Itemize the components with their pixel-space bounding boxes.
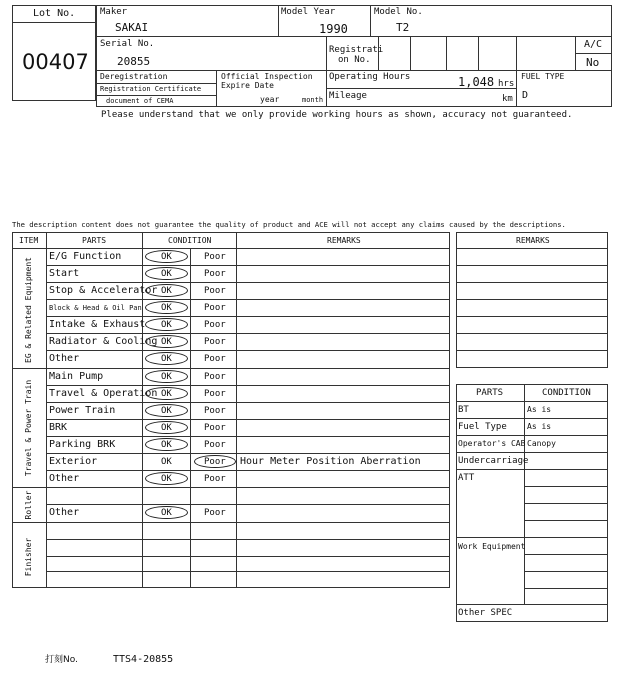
maker-value: SAKAI	[115, 21, 149, 34]
maker-label: Maker	[100, 7, 128, 17]
ok-option: OK	[161, 354, 172, 364]
ok-circle-mark	[145, 370, 188, 383]
operating-hours-value: 1,048	[458, 75, 495, 89]
work-equipment-label: Work Equipment	[458, 542, 526, 551]
ok-option: OK	[161, 269, 172, 279]
ok-circle-mark	[145, 421, 188, 434]
poor-option: Poor	[204, 354, 226, 364]
ok-circle-mark	[145, 404, 188, 417]
right-condition-value: Canopy	[527, 439, 556, 448]
registration-no-label-1: Registrati	[329, 45, 384, 55]
ok-option: OK	[161, 406, 172, 416]
operating-hours-label: Operating Hours	[329, 72, 411, 82]
right-part-name: Fuel Type	[458, 422, 507, 432]
ok-option: OK	[161, 440, 172, 450]
right-parts-header: PARTS	[476, 388, 504, 398]
poor-option: Poor	[204, 474, 226, 484]
ac-value: No	[586, 56, 600, 69]
part-name: Intake & Exhaust	[49, 319, 146, 330]
part-name: Radiator & Cooling	[49, 336, 158, 347]
poor-option: Poor	[204, 372, 226, 382]
ok-circle-mark	[145, 250, 188, 263]
model-year-label: Model Year	[281, 7, 336, 17]
model-no-value: T2	[396, 21, 410, 34]
poor-option: Poor	[204, 389, 226, 399]
registration-no-label-2: on No.	[338, 55, 371, 65]
ok-circle-mark	[145, 352, 188, 365]
item-header: ITEM	[19, 236, 39, 245]
ok-option: OK	[161, 337, 172, 347]
poor-option: Poor	[204, 423, 226, 433]
condition-header: CONDITION	[168, 236, 212, 245]
poor-option: Poor	[204, 406, 226, 416]
ok-option: OK	[161, 474, 172, 484]
right-part-name: ATT	[458, 473, 475, 483]
ok-option: OK	[161, 252, 172, 262]
ok-circle-mark	[145, 438, 188, 451]
model-no-label: Model No.	[374, 7, 423, 17]
km-label: km	[502, 94, 513, 104]
ok-circle-mark	[145, 267, 188, 280]
ok-option: OK	[161, 320, 172, 330]
poor-option: Poor	[204, 440, 226, 450]
poor-circle-mark	[194, 455, 236, 468]
cema-label: document of CEMA	[106, 97, 174, 105]
part-name: Main Pump	[49, 371, 104, 382]
lot-no-label: Lot No.	[33, 8, 76, 19]
part-name: Other	[49, 473, 80, 484]
poor-option: Poor	[204, 457, 226, 467]
part-name: Stop & Accelerator	[49, 285, 158, 296]
registration-certificate-label: Registration Certificate	[100, 85, 202, 93]
ok-option: OK	[161, 372, 172, 382]
lot-no-value: 00407	[22, 50, 89, 74]
ac-label: A/C	[584, 39, 603, 50]
right-part-name: Undercarriage	[458, 456, 529, 466]
right-condition-value: As is	[527, 405, 552, 414]
ok-circle-mark	[145, 335, 188, 348]
parts-header: PARTS	[82, 236, 107, 245]
group-label-roller: Roller	[24, 490, 33, 520]
group-label-finisher: Finisher	[24, 537, 33, 577]
poor-option: Poor	[204, 252, 226, 262]
disclaimer: The description content does not guarantee the quality of product and ACE will not accept any claims caused by the descriptions.	[12, 220, 566, 229]
hrs-label: hrs	[498, 79, 515, 89]
poor-option: Poor	[204, 269, 226, 279]
deregistration-label: Deregistration	[100, 72, 168, 81]
remarks-header: REMARKS	[327, 236, 361, 245]
model-year-value: 1990	[319, 22, 348, 36]
group-label-eg: EG & Related Equipment	[24, 257, 33, 363]
fuel-type-label: FUEL TYPE	[521, 72, 565, 81]
stamp-label: 打刻No.	[45, 655, 78, 665]
inspection-label-1: Official Inspection	[221, 72, 313, 81]
ok-option: OK	[161, 457, 172, 467]
ok-circle-mark	[145, 506, 188, 519]
part-name: Block & Head & Oil Pan	[49, 304, 142, 312]
part-name: BRK	[49, 422, 68, 433]
ok-circle-mark	[145, 318, 188, 331]
group-label-travel: Travel & Power Train	[24, 379, 33, 477]
ok-circle-mark	[145, 284, 188, 297]
poor-option: Poor	[204, 286, 226, 296]
poor-option: Poor	[204, 337, 226, 347]
part-name: Travel & Operation	[49, 388, 158, 399]
mileage-label: Mileage	[329, 91, 367, 101]
poor-option: Poor	[204, 508, 226, 518]
part-name: E/G Function	[49, 251, 122, 262]
ok-option: OK	[161, 286, 172, 296]
right-condition-value: As is	[527, 422, 552, 431]
ok-option: OK	[161, 423, 172, 433]
poor-option: Poor	[204, 303, 226, 313]
right-part-name: BT	[458, 405, 469, 415]
ok-circle-mark	[145, 387, 188, 400]
other-spec-label: Other SPEC	[458, 608, 513, 618]
ok-circle-mark	[145, 301, 188, 314]
ok-option: OK	[161, 303, 172, 313]
poor-option: Poor	[204, 320, 226, 330]
ok-circle-mark	[145, 472, 188, 485]
right-part-name: Operator's CAB	[458, 439, 526, 448]
month-label: month	[302, 96, 324, 104]
inspection-label-2: Expire Date	[221, 81, 274, 90]
year-label: year	[260, 95, 280, 104]
part-name: Other	[49, 507, 80, 518]
serial-no-value: 20855	[117, 55, 151, 68]
hours-notice: Please understand that we only provide working hours as shown, accuracy not guaranteed.	[101, 110, 573, 120]
right-remarks-header: REMARKS	[516, 236, 550, 245]
right-condition-header: CONDITION	[542, 388, 591, 398]
ok-option: OK	[161, 389, 172, 399]
part-name: Other	[49, 353, 80, 364]
remark-text: Hour Meter Position Aberration	[240, 456, 421, 467]
part-name: Exterior	[49, 456, 98, 467]
part-name: Power Train	[49, 405, 116, 416]
part-name: Parking BRK	[49, 439, 116, 450]
fuel-type-value: D	[522, 90, 529, 101]
stamp-value: TTS4-20855	[113, 654, 174, 665]
serial-no-label: Serial No.	[100, 39, 155, 49]
part-name: Start	[49, 268, 80, 279]
ok-option: OK	[161, 508, 172, 518]
